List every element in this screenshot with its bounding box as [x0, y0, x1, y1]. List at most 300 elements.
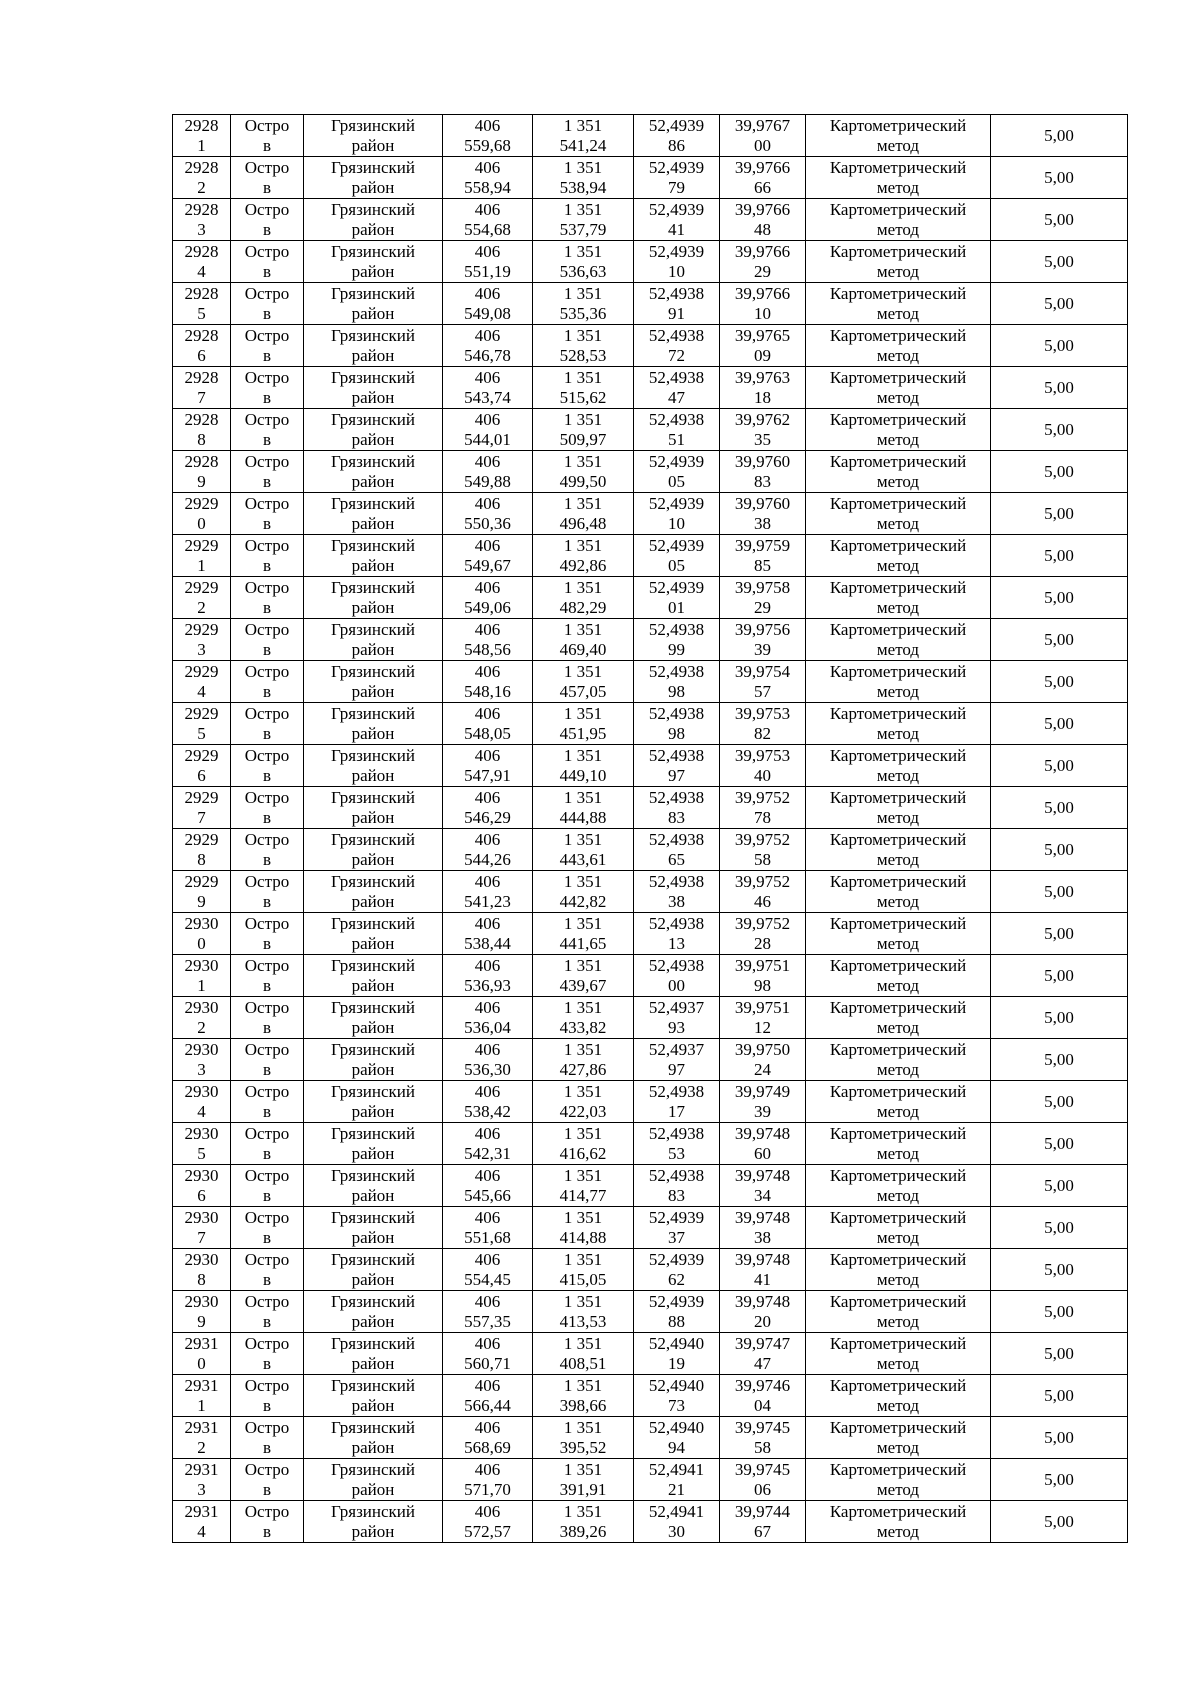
longitude-cell — [720, 325, 806, 367]
table-row — [173, 703, 1128, 745]
table-row — [173, 493, 1128, 535]
longitude-cell-line: 41 — [754, 1269, 771, 1289]
point-number-cell — [173, 745, 231, 787]
longitude-cell — [720, 1123, 806, 1165]
object-type-cell-line: Остро — [244, 787, 290, 807]
longitude-cell — [720, 451, 806, 493]
method-cell-line: метод — [876, 1059, 920, 1079]
object-type-cell-line: Остро — [244, 283, 290, 303]
coord-y-cell — [533, 115, 634, 157]
district-cell — [304, 1123, 443, 1165]
object-type-cell — [231, 829, 304, 871]
district-cell-line: Грязинский — [331, 913, 415, 933]
coord-x-cell-line: 546,29 — [464, 807, 511, 827]
object-type-cell-line: в — [262, 219, 272, 239]
longitude-cell-line: 34 — [754, 1185, 771, 1205]
latitude-cell — [634, 493, 720, 535]
coord-x-cell-line: 548,05 — [464, 723, 511, 743]
coord-x-cell — [443, 997, 533, 1039]
longitude-cell-line: 24 — [754, 1059, 771, 1079]
coord-x-cell — [443, 451, 533, 493]
object-type-cell-line: в — [262, 723, 272, 743]
object-type-cell — [231, 955, 304, 997]
object-type-cell-line: Остро — [244, 829, 290, 849]
longitude-cell-line: 39,9747 — [734, 1333, 791, 1353]
table-row — [173, 1417, 1128, 1459]
accuracy-cell: 5,00 — [991, 619, 1128, 661]
accuracy-cell: 5,00 — [991, 1207, 1128, 1249]
latitude-cell-line: 52,4939 — [648, 1207, 705, 1227]
district-cell — [304, 1375, 443, 1417]
latitude-cell-line: 05 — [668, 555, 685, 575]
latitude-cell-line: 52,4941 — [648, 1501, 705, 1521]
coord-x-cell-line: 406 — [474, 1333, 501, 1353]
district-cell — [304, 1459, 443, 1501]
longitude-cell-line: 83 — [754, 471, 771, 491]
method-cell — [806, 871, 991, 913]
coord-x-cell — [443, 1207, 533, 1249]
district-cell-line: район — [351, 1017, 395, 1037]
object-type-cell-line: Остро — [244, 535, 290, 555]
point-number-cell — [173, 829, 231, 871]
method-cell — [806, 913, 991, 955]
method-cell-line: метод — [876, 681, 920, 701]
district-cell-line: район — [351, 135, 395, 155]
latitude-cell — [634, 325, 720, 367]
longitude-cell — [720, 493, 806, 535]
coord-y-cell — [533, 1207, 634, 1249]
method-cell-line: метод — [876, 429, 920, 449]
latitude-cell-line: 52,4938 — [648, 829, 705, 849]
accuracy-cell: 5,00 — [991, 367, 1128, 409]
method-cell-line: метод — [876, 1269, 920, 1289]
district-cell — [304, 787, 443, 829]
object-type-cell-line: в — [262, 639, 272, 659]
longitude-cell — [720, 997, 806, 1039]
coord-y-cell — [533, 1249, 634, 1291]
latitude-cell-line: 52,4938 — [648, 367, 705, 387]
coord-y-cell — [533, 619, 634, 661]
method-cell-line: Картометрический — [829, 703, 967, 723]
table-row — [173, 1165, 1128, 1207]
method-cell-line: Картометрический — [829, 1081, 967, 1101]
longitude-cell-line: 39,9753 — [734, 745, 791, 765]
latitude-cell — [634, 787, 720, 829]
coord-y-cell-line: 416,62 — [559, 1143, 607, 1163]
coord-x-cell-line: 406 — [474, 871, 501, 891]
coord-x-cell-line: 548,56 — [464, 639, 511, 659]
point-number-cell-line: 2930 — [184, 1207, 219, 1227]
coord-y-cell — [533, 1501, 634, 1543]
point-number-cell-line: 5 — [197, 1143, 206, 1163]
longitude-cell-line: 39,9745 — [734, 1459, 791, 1479]
method-cell-line: метод — [876, 807, 920, 827]
latitude-cell-line: 30 — [668, 1521, 685, 1541]
longitude-cell — [720, 745, 806, 787]
object-type-cell — [231, 409, 304, 451]
object-type-cell-line: Остро — [244, 745, 290, 765]
method-cell-line: Картометрический — [829, 955, 967, 975]
longitude-cell-line: 66 — [754, 177, 771, 197]
district-cell-line: Грязинский — [331, 157, 415, 177]
coord-y-cell — [533, 1039, 634, 1081]
point-number-cell — [173, 1081, 231, 1123]
coord-x-cell-line: 538,44 — [464, 933, 511, 953]
coord-y-cell — [533, 1417, 634, 1459]
accuracy-cell: 5,00 — [991, 1417, 1128, 1459]
coord-x-cell-line: 547,91 — [464, 765, 511, 785]
coord-x-cell-line: 560,71 — [464, 1353, 511, 1373]
table-row — [173, 745, 1128, 787]
point-number-cell-line: 2931 — [184, 1417, 219, 1437]
longitude-cell-line: 39,9748 — [734, 1123, 791, 1143]
point-number-cell — [173, 367, 231, 409]
district-cell — [304, 829, 443, 871]
method-cell-line: Картометрический — [829, 619, 967, 639]
longitude-cell-line: 60 — [754, 1143, 771, 1163]
object-type-cell — [231, 787, 304, 829]
latitude-cell — [634, 1333, 720, 1375]
longitude-cell — [720, 661, 806, 703]
longitude-cell-line: 39,9762 — [734, 409, 791, 429]
latitude-cell-line: 52,4939 — [648, 535, 705, 555]
latitude-cell — [634, 619, 720, 661]
table-row — [173, 115, 1128, 157]
method-cell — [806, 1291, 991, 1333]
coord-x-cell — [443, 871, 533, 913]
method-cell — [806, 283, 991, 325]
longitude-cell-line: 39,9758 — [734, 577, 791, 597]
longitude-cell-line: 39,9766 — [734, 157, 791, 177]
coord-x-cell — [443, 1333, 533, 1375]
latitude-cell-line: 37 — [668, 1227, 685, 1247]
coord-y-cell-line: 444,88 — [559, 807, 607, 827]
point-number-cell — [173, 283, 231, 325]
district-cell-line: район — [351, 219, 395, 239]
point-number-cell-line: 2928 — [184, 325, 219, 345]
coord-x-cell-line: 406 — [474, 745, 501, 765]
coord-y-cell-line: 1 351 — [563, 1123, 603, 1143]
point-number-cell — [173, 577, 231, 619]
district-cell — [304, 367, 443, 409]
method-cell-line: Картометрический — [829, 409, 967, 429]
coord-x-cell-line: 406 — [474, 829, 501, 849]
accuracy-cell: 5,00 — [991, 157, 1128, 199]
coord-y-cell-line: 1 351 — [563, 1165, 603, 1185]
coord-x-cell-line: 549,06 — [464, 597, 511, 617]
method-cell-line: метод — [876, 471, 920, 491]
accuracy-cell: 5,00 — [991, 451, 1128, 493]
district-cell-line: Грязинский — [331, 619, 415, 639]
method-cell — [806, 577, 991, 619]
point-number-cell-line: 2930 — [184, 1081, 219, 1101]
coord-x-cell-line: 406 — [474, 451, 501, 471]
object-type-cell-line: Остро — [244, 1081, 290, 1101]
object-type-cell-line: Остро — [244, 997, 290, 1017]
object-type-cell-line: Остро — [244, 1375, 290, 1395]
latitude-cell — [634, 1039, 720, 1081]
point-number-cell-line: 3 — [197, 639, 206, 659]
latitude-cell-line: 52,4939 — [648, 493, 705, 513]
point-number-cell-line: 6 — [197, 1185, 206, 1205]
coord-y-cell-line: 414,77 — [559, 1185, 607, 1205]
coord-x-cell-line: 545,66 — [464, 1185, 511, 1205]
district-cell-line: Грязинский — [331, 1417, 415, 1437]
method-cell-line: метод — [876, 219, 920, 239]
object-type-cell-line: Остро — [244, 157, 290, 177]
point-number-cell-line: 2 — [197, 597, 206, 617]
object-type-cell — [231, 577, 304, 619]
coord-y-cell — [533, 1123, 634, 1165]
district-cell-line: район — [351, 891, 395, 911]
coord-y-cell-line: 1 351 — [563, 409, 603, 429]
coord-y-cell-line: 439,67 — [559, 975, 607, 995]
table-row — [173, 913, 1128, 955]
object-type-cell-line: Остро — [244, 871, 290, 891]
coord-x-cell-line: 406 — [474, 157, 501, 177]
method-cell-line: метод — [876, 303, 920, 323]
coord-x-cell — [443, 1249, 533, 1291]
point-number-cell-line: 2930 — [184, 913, 219, 933]
coord-y-cell — [533, 913, 634, 955]
latitude-cell — [634, 367, 720, 409]
method-cell-line: Картометрический — [829, 325, 967, 345]
object-type-cell-line: в — [262, 933, 272, 953]
longitude-cell — [720, 367, 806, 409]
object-type-cell — [231, 115, 304, 157]
coord-x-cell-line: 406 — [474, 409, 501, 429]
coord-x-cell — [443, 913, 533, 955]
coord-y-cell — [533, 325, 634, 367]
longitude-cell-line: 04 — [754, 1395, 771, 1415]
method-cell — [806, 535, 991, 577]
method-cell — [806, 409, 991, 451]
accuracy-cell: 5,00 — [991, 283, 1128, 325]
latitude-cell-line: 52,4937 — [648, 1039, 705, 1059]
object-type-cell — [231, 535, 304, 577]
latitude-cell-line: 52,4939 — [648, 1291, 705, 1311]
latitude-cell-line: 52,4938 — [648, 661, 705, 681]
district-cell — [304, 493, 443, 535]
coord-x-cell-line: 406 — [474, 241, 501, 261]
object-type-cell-line: в — [262, 1059, 272, 1079]
district-cell-line: район — [351, 1143, 395, 1163]
latitude-cell-line: 51 — [668, 429, 685, 449]
method-cell-line: Картометрический — [829, 661, 967, 681]
point-number-cell — [173, 1501, 231, 1543]
object-type-cell — [231, 283, 304, 325]
longitude-cell — [720, 1501, 806, 1543]
method-cell-line: Картометрический — [829, 829, 967, 849]
latitude-cell-line: 52,4938 — [648, 871, 705, 891]
district-cell — [304, 1417, 443, 1459]
coord-x-cell-line: 406 — [474, 1417, 501, 1437]
longitude-cell-line: 39,9760 — [734, 493, 791, 513]
latitude-cell-line: 52,4938 — [648, 955, 705, 975]
coord-y-cell — [533, 787, 634, 829]
longitude-cell-line: 39,9766 — [734, 199, 791, 219]
point-number-cell-line: 8 — [197, 1269, 206, 1289]
point-number-cell-line: 2928 — [184, 367, 219, 387]
district-cell-line: Грязинский — [331, 1249, 415, 1269]
object-type-cell-line: в — [262, 1143, 272, 1163]
object-type-cell-line: Остро — [244, 115, 290, 135]
method-cell-line: метод — [876, 261, 920, 281]
coord-x-cell-line: 406 — [474, 955, 501, 975]
coord-y-cell — [533, 661, 634, 703]
coord-x-cell-line: 543,74 — [464, 387, 511, 407]
point-number-cell-line: 2930 — [184, 1249, 219, 1269]
point-number-cell-line: 2930 — [184, 1165, 219, 1185]
coord-x-cell-line: 549,67 — [464, 555, 511, 575]
latitude-cell — [634, 241, 720, 283]
coord-x-cell-line: 406 — [474, 367, 501, 387]
method-cell-line: метод — [876, 1521, 920, 1541]
longitude-cell — [720, 1291, 806, 1333]
coord-y-cell-line: 1 351 — [563, 1501, 603, 1521]
district-cell-line: Грязинский — [331, 1333, 415, 1353]
table-row — [173, 1249, 1128, 1291]
district-cell — [304, 157, 443, 199]
object-type-cell-line: в — [262, 1185, 272, 1205]
coord-y-cell-line: 422,03 — [559, 1101, 607, 1121]
coord-y-cell-line: 469,40 — [559, 639, 607, 659]
coord-y-cell-line: 408,51 — [559, 1353, 607, 1373]
method-cell-line: Картометрический — [829, 913, 967, 933]
coord-y-cell-line: 1 351 — [563, 1333, 603, 1353]
longitude-cell-line: 39,9745 — [734, 1417, 791, 1437]
point-number-cell-line: 2930 — [184, 1123, 219, 1143]
latitude-cell-line: 52,4939 — [648, 199, 705, 219]
method-cell — [806, 1123, 991, 1165]
coord-x-cell — [443, 283, 533, 325]
point-number-cell — [173, 115, 231, 157]
coord-y-cell-line: 427,86 — [559, 1059, 607, 1079]
coord-y-cell-line: 457,05 — [559, 681, 607, 701]
longitude-cell-line: 47 — [754, 1353, 771, 1373]
district-cell-line: Грязинский — [331, 115, 415, 135]
method-cell — [806, 1417, 991, 1459]
object-type-cell — [231, 1039, 304, 1081]
latitude-cell — [634, 1249, 720, 1291]
district-cell — [304, 913, 443, 955]
method-cell-line: Картометрический — [829, 1501, 967, 1521]
coord-x-cell-line: 557,35 — [464, 1311, 511, 1331]
district-cell — [304, 1165, 443, 1207]
district-cell — [304, 409, 443, 451]
point-number-cell-line: 1 — [197, 975, 206, 995]
coord-x-cell-line: 554,45 — [464, 1269, 511, 1289]
coord-x-cell-line: 538,42 — [464, 1101, 511, 1121]
latitude-cell — [634, 577, 720, 619]
method-cell-line: Картометрический — [829, 157, 967, 177]
method-cell — [806, 745, 991, 787]
point-number-cell-line: 0 — [197, 933, 206, 953]
district-cell-line: Грязинский — [331, 1207, 415, 1227]
district-cell-line: район — [351, 555, 395, 575]
method-cell-line: метод — [876, 1227, 920, 1247]
point-number-cell — [173, 1375, 231, 1417]
district-cell-line: Грязинский — [331, 1291, 415, 1311]
coord-x-cell-line: 406 — [474, 325, 501, 345]
district-cell-line: Грязинский — [331, 409, 415, 429]
object-type-cell-line: в — [262, 555, 272, 575]
latitude-cell — [634, 829, 720, 871]
coord-x-cell-line: 406 — [474, 115, 501, 135]
coord-y-cell — [533, 1375, 634, 1417]
coord-x-cell — [443, 1081, 533, 1123]
coord-y-cell-line: 449,10 — [559, 765, 607, 785]
latitude-cell — [634, 871, 720, 913]
district-cell-line: район — [351, 681, 395, 701]
latitude-cell-line: 52,4938 — [648, 913, 705, 933]
table-row — [173, 1207, 1128, 1249]
longitude-cell-line: 39,9766 — [734, 241, 791, 261]
coord-x-cell-line: 406 — [474, 1165, 501, 1185]
point-number-cell-line: 2930 — [184, 955, 219, 975]
point-number-cell-line: 2930 — [184, 1039, 219, 1059]
point-number-cell-line: 2929 — [184, 787, 219, 807]
coord-y-cell-line: 1 351 — [563, 997, 603, 1017]
longitude-cell — [720, 577, 806, 619]
coord-x-cell-line: 406 — [474, 1039, 501, 1059]
district-cell — [304, 199, 443, 241]
district-cell-line: район — [351, 639, 395, 659]
coord-y-cell-line: 1 351 — [563, 1249, 603, 1269]
latitude-cell — [634, 661, 720, 703]
object-type-cell — [231, 1501, 304, 1543]
latitude-cell-line: 52,4940 — [648, 1375, 705, 1395]
longitude-cell-line: 39,9754 — [734, 661, 791, 681]
object-type-cell-line: Остро — [244, 619, 290, 639]
longitude-cell — [720, 1207, 806, 1249]
district-cell-line: район — [351, 597, 395, 617]
object-type-cell-line: в — [262, 807, 272, 827]
coord-y-cell-line: 443,61 — [559, 849, 607, 869]
point-number-cell-line: 2929 — [184, 703, 219, 723]
latitude-cell-line: 52,4938 — [648, 619, 705, 639]
longitude-cell-line: 39,9748 — [734, 1207, 791, 1227]
latitude-cell — [634, 745, 720, 787]
district-cell — [304, 1333, 443, 1375]
district-cell-line: район — [351, 1227, 395, 1247]
table-row — [173, 535, 1128, 577]
method-cell — [806, 1459, 991, 1501]
method-cell-line: метод — [876, 1143, 920, 1163]
longitude-cell-line: 39,9763 — [734, 367, 791, 387]
longitude-cell-line: 20 — [754, 1311, 771, 1331]
point-number-cell — [173, 1249, 231, 1291]
coord-x-cell — [443, 1291, 533, 1333]
method-cell — [806, 1039, 991, 1081]
object-type-cell — [231, 1291, 304, 1333]
point-number-cell-line: 2928 — [184, 157, 219, 177]
coord-x-cell-line: 548,16 — [464, 681, 511, 701]
coord-y-cell-line: 537,79 — [559, 219, 607, 239]
point-number-cell — [173, 913, 231, 955]
method-cell-line: метод — [876, 1311, 920, 1331]
method-cell — [806, 115, 991, 157]
district-cell-line: Грязинский — [331, 577, 415, 597]
latitude-cell-line: 98 — [668, 681, 685, 701]
coord-x-cell-line: 406 — [474, 283, 501, 303]
coord-y-cell-line: 1 351 — [563, 661, 603, 681]
object-type-cell-line: в — [262, 1227, 272, 1247]
coord-y-cell — [533, 1165, 634, 1207]
table-row — [173, 1123, 1128, 1165]
longitude-cell — [720, 535, 806, 577]
point-number-cell-line: 2930 — [184, 1291, 219, 1311]
